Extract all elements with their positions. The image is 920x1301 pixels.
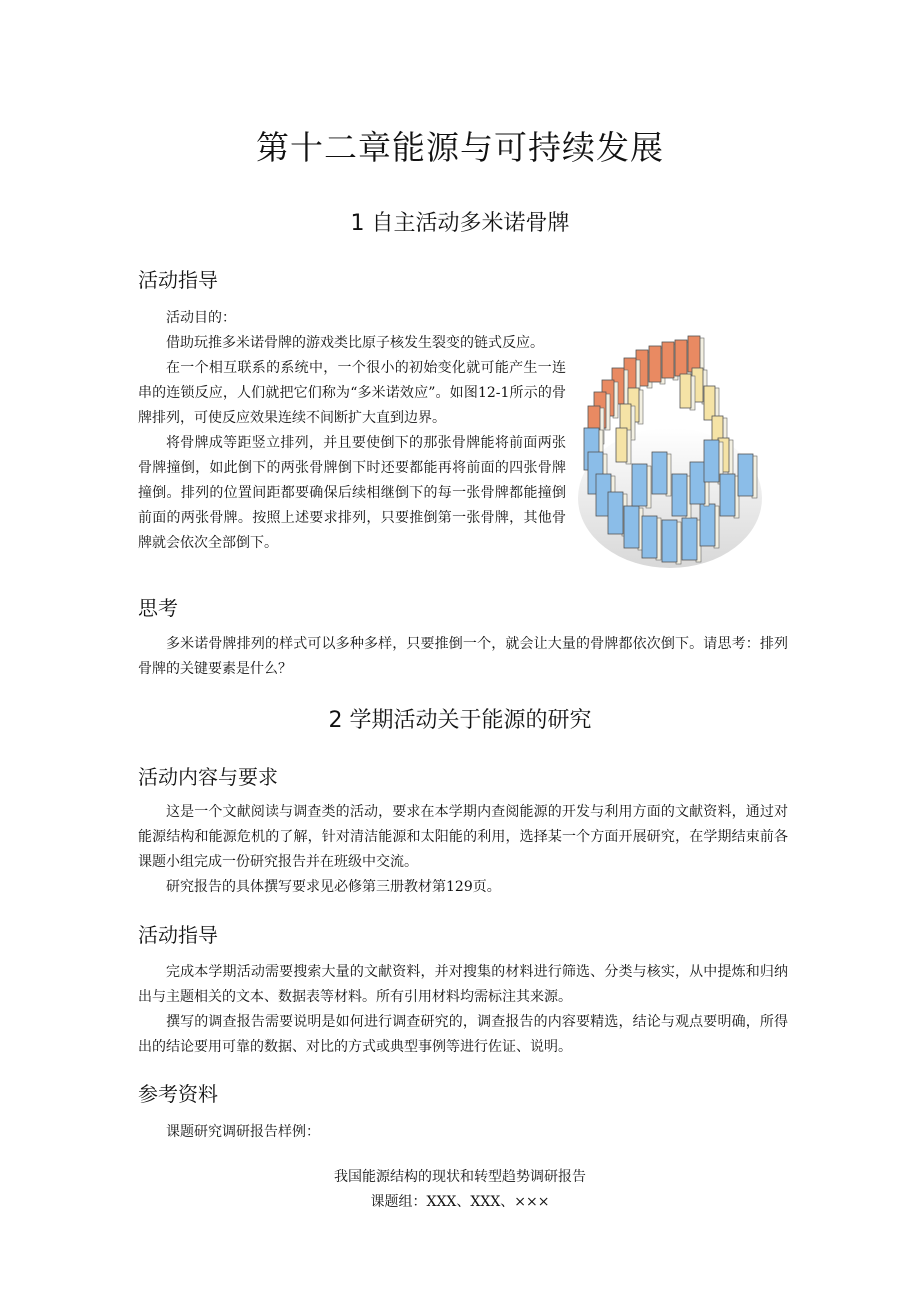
domino bbox=[680, 374, 691, 408]
sample-report-title: 我国能源结构的现状和转型趋势调研报告 bbox=[334, 1169, 586, 1185]
domino bbox=[700, 504, 715, 546]
domino bbox=[682, 518, 697, 560]
domino bbox=[690, 462, 705, 504]
domino bbox=[608, 492, 623, 534]
domino bbox=[738, 454, 753, 496]
domino bbox=[652, 452, 667, 494]
references-heading: 参考资料 bbox=[138, 1082, 218, 1106]
content-paragraph bbox=[138, 800, 788, 900]
domino-spiral-image bbox=[572, 328, 764, 572]
domino bbox=[672, 474, 687, 516]
domino bbox=[704, 386, 715, 420]
section-1-title: 1 自主活动多米诺骨牌 bbox=[350, 211, 570, 236]
section-2-title: 2 学期活动关于能源的研究 bbox=[328, 708, 592, 733]
think-heading: 思考 bbox=[138, 596, 178, 620]
purpose-text: 借助玩推多米诺骨牌的游戏类比原子核发生裂变的链式反应。 bbox=[166, 335, 544, 351]
domino bbox=[662, 520, 677, 562]
domino bbox=[675, 340, 687, 376]
purpose-label: 活动目的： bbox=[166, 310, 236, 326]
domino-intro-text bbox=[138, 306, 566, 556]
domino bbox=[688, 336, 700, 372]
domino bbox=[649, 346, 661, 382]
report-requirement-text: 研究报告的具体撰写要求见必修第三册教材第129页。 bbox=[166, 879, 501, 895]
activity-guide-heading-1: 活动指导 bbox=[138, 268, 218, 292]
domino bbox=[616, 428, 627, 462]
references-intro: 课题研究调研报告样例： bbox=[166, 1124, 320, 1140]
sample-report-group: 课题组：XXX、XXX、××× bbox=[370, 1194, 550, 1210]
content-requirements-heading: 活动内容与要求 bbox=[138, 765, 278, 789]
domino bbox=[720, 474, 735, 516]
domino bbox=[632, 464, 647, 506]
think-paragraph bbox=[138, 632, 788, 682]
guide-text-1: 完成本学期活动需要搜索大量的文献资料，并对搜集的材料进行筛选、分类与核实，从中提炼和归纳出与主题相关的文本、数据表等材料。所有引用材料均需标注其来源。 bbox=[138, 964, 788, 1005]
think-text: 多米诺骨牌排列的样式可以多种多样，只要推倒一个，就会让大量的骨牌都依次倒下。请思考：排列骨牌的关键要素是什么？ bbox=[138, 636, 788, 677]
guide-text-2: 撰写的调查报告需要说明是如何进行调查研究的，调查报告的内容要精选，结论与观点要明确，所得出的结论要用可靠的数据、对比的方式或典型事例等进行佐证、说明。 bbox=[138, 1014, 788, 1055]
domino bbox=[662, 342, 674, 378]
domino bbox=[642, 516, 657, 558]
domino bbox=[624, 506, 639, 548]
effect-text: 在一个相互联系的系统中，一个很小的初始变化就可能产生一连串的连锁反应，人们就把它们称为“多米诺效应”。如图12-1所示的骨牌排列，可使反应效果连续不间断扩大直到边界。 bbox=[138, 360, 566, 426]
content-text: 这是一个文献阅读与调查类的活动，要求在本学期内查阅能源的开发与利用方面的文献资料，通过对能源结构和能源危机的了解，针对清洁能源和太阳能的利用，选择某一个方面开展研究，在学期结束前各课题小组完成一份研究报告并在班级中交流。 bbox=[138, 804, 788, 870]
chapter-title: 第十二章能源与可持续发展 bbox=[256, 128, 664, 167]
activity-guide-heading-2: 活动指导 bbox=[138, 923, 218, 947]
guide-paragraph bbox=[138, 960, 788, 1060]
method-text: 将骨牌成等距竖立排列，并且要使倒下的那张骨牌能将前面两张骨牌撞倒，如此倒下的两张骨牌倒下时还要都能再将前面的四张骨牌撞倒。排列的位置间距都要确保后续相继倒下的每一张骨牌都能撞倒前面的两张骨牌。按照上述要求排列，只要推倒第一张骨牌，其他骨牌就会依次全部倒下。 bbox=[138, 435, 566, 551]
domino bbox=[704, 440, 719, 482]
references-paragraph bbox=[138, 1120, 788, 1145]
